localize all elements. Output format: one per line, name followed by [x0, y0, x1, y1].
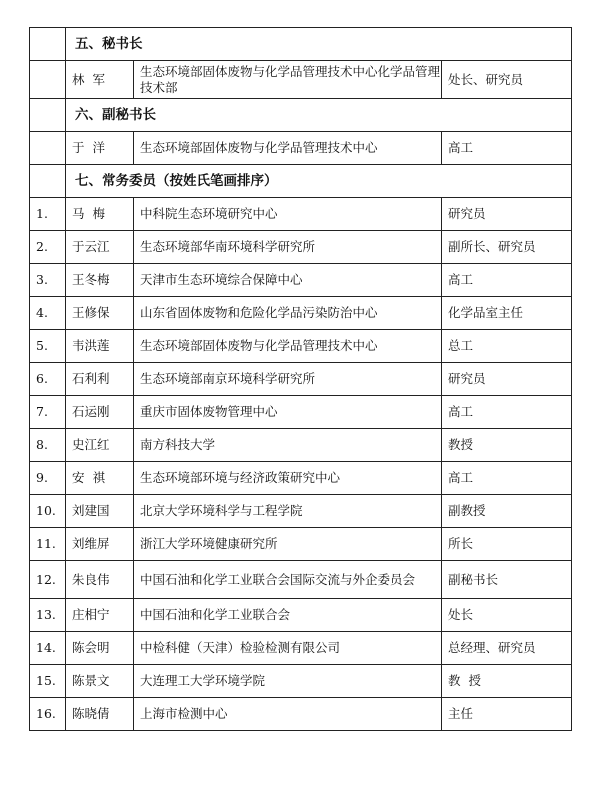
member-name: 马 梅	[66, 198, 134, 231]
row-number: 5.	[30, 330, 66, 363]
member-name: 陈晓倩	[66, 698, 134, 731]
section-heading: 六、副秘书长	[66, 99, 572, 132]
table-row	[30, 698, 572, 731]
row-number: 9.	[30, 462, 66, 495]
member-organization: 中国石油和化学工业联合会	[134, 599, 442, 632]
member-organization: 上海市检测中心	[134, 698, 442, 731]
table-row	[30, 632, 572, 665]
member-name: 王冬梅	[66, 264, 134, 297]
member-name: 庄相宁	[66, 599, 134, 632]
row-number: 13.	[30, 599, 66, 632]
member-organization: 生态环境部固体废物与化学品管理技术中心	[134, 330, 442, 363]
section-num-cell	[30, 99, 66, 132]
table-row	[30, 429, 572, 462]
member-organization: 生态环境部南京环境科学研究所	[134, 363, 442, 396]
row-number: 8.	[30, 429, 66, 462]
section-heading: 七、常务委员（按姓氏笔画排序）	[66, 165, 572, 198]
member-organization: 浙江大学环境健康研究所	[134, 528, 442, 561]
member-title: 副秘书长	[442, 561, 572, 599]
member-name: 石运刚	[66, 396, 134, 429]
member-title: 化学品室主任	[442, 297, 572, 330]
section-header-row	[30, 99, 572, 132]
row-number: 7.	[30, 396, 66, 429]
row-number: 4.	[30, 297, 66, 330]
member-organization: 大连理工大学环境学院	[134, 665, 442, 698]
table-row	[30, 528, 572, 561]
member-name: 史江红	[66, 429, 134, 462]
table-row	[30, 297, 572, 330]
member-title: 高工	[442, 132, 572, 165]
row-number	[30, 132, 66, 165]
row-number: 12.	[30, 561, 66, 599]
section-heading: 五、秘书长	[66, 28, 572, 61]
member-name: 林 军	[66, 61, 134, 99]
table-row	[30, 495, 572, 528]
member-organization: 重庆市固体废物管理中心	[134, 396, 442, 429]
member-organization: 北京大学环境科学与工程学院	[134, 495, 442, 528]
member-organization: 山东省固体废物和危险化学品污染防治中心	[134, 297, 442, 330]
section-num-cell	[30, 165, 66, 198]
member-title: 处长、研究员	[442, 61, 572, 99]
table-row	[30, 462, 572, 495]
member-name: 王修保	[66, 297, 134, 330]
row-number: 1.	[30, 198, 66, 231]
table-row	[30, 132, 572, 165]
member-organization: 生态环境部固体废物与化学品管理技术中心化学品管理技术部	[134, 61, 442, 99]
member-name: 石利利	[66, 363, 134, 396]
member-organization: 中科院生态环境研究中心	[134, 198, 442, 231]
row-number: 14.	[30, 632, 66, 665]
member-title: 教 授	[442, 665, 572, 698]
member-name: 陈会明	[66, 632, 134, 665]
member-organization: 中检科健（天津）检验检测有限公司	[134, 632, 442, 665]
row-number: 16.	[30, 698, 66, 731]
row-number: 2.	[30, 231, 66, 264]
member-title: 总工	[442, 330, 572, 363]
member-title: 高工	[442, 462, 572, 495]
table-row	[30, 396, 572, 429]
section-header-row	[30, 165, 572, 198]
member-title: 总经理、研究员	[442, 632, 572, 665]
member-name: 朱良伟	[66, 561, 134, 599]
table-row	[30, 363, 572, 396]
member-name: 安 祺	[66, 462, 134, 495]
row-number: 3.	[30, 264, 66, 297]
member-name: 于云江	[66, 231, 134, 264]
member-title: 高工	[442, 396, 572, 429]
table-row	[30, 330, 572, 363]
member-title: 所长	[442, 528, 572, 561]
table-row	[30, 561, 572, 599]
member-name: 刘建国	[66, 495, 134, 528]
row-number: 15.	[30, 665, 66, 698]
member-title: 主任	[442, 698, 572, 731]
committee-roster-table	[29, 27, 572, 731]
table-row	[30, 665, 572, 698]
member-title: 处长	[442, 599, 572, 632]
member-organization: 生态环境部环境与经济政策研究中心	[134, 462, 442, 495]
member-organization: 中国石油和化学工业联合会国际交流与外企委员会	[134, 561, 442, 599]
member-organization: 生态环境部固体废物与化学品管理技术中心	[134, 132, 442, 165]
member-name: 于 洋	[66, 132, 134, 165]
member-title: 研究员	[442, 363, 572, 396]
section-num-cell	[30, 28, 66, 61]
member-title: 教授	[442, 429, 572, 462]
section-header-row	[30, 28, 572, 61]
row-number: 10.	[30, 495, 66, 528]
member-title: 研究员	[442, 198, 572, 231]
row-number: 11.	[30, 528, 66, 561]
member-title: 副所长、研究员	[442, 231, 572, 264]
row-number: 6.	[30, 363, 66, 396]
table-row	[30, 61, 572, 99]
member-organization: 生态环境部华南环境科学研究所	[134, 231, 442, 264]
table-row	[30, 198, 572, 231]
member-name: 陈景文	[66, 665, 134, 698]
row-number	[30, 61, 66, 99]
member-name: 刘维屏	[66, 528, 134, 561]
member-title: 副教授	[442, 495, 572, 528]
table-row	[30, 599, 572, 632]
member-name: 韦洪莲	[66, 330, 134, 363]
table-row	[30, 264, 572, 297]
table-row	[30, 231, 572, 264]
member-organization: 南方科技大学	[134, 429, 442, 462]
member-organization: 天津市生态环境综合保障中心	[134, 264, 442, 297]
member-title: 高工	[442, 264, 572, 297]
